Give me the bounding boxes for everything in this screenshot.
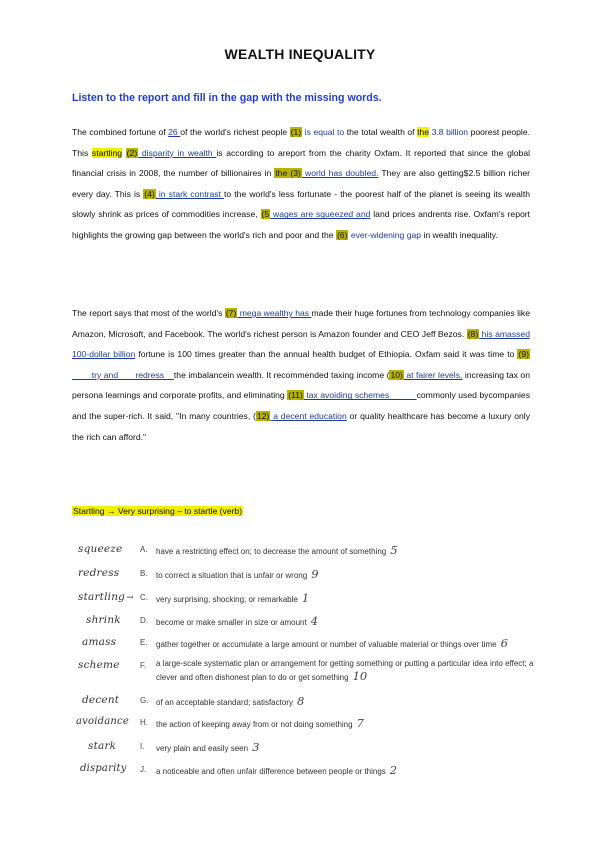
text: to the world's less fortunate - the poorest half of the planet is seeing its wealth slowly shrink as prices of commodities increase,: [72, 188, 530, 220]
handwritten-word: avoidance: [76, 716, 129, 727]
handwritten-answer-number: 4: [310, 614, 319, 628]
vocab-letter: H.: [140, 718, 148, 727]
handwritten-answer-number: 6: [500, 636, 508, 650]
definition-text: have a restricting effect on; to decrease the amount of something: [156, 547, 387, 556]
text: land prices andrents rise. Oxfam's report highlights the growing gap between the world's rich and poor and the: [72, 209, 531, 240]
vocab-definition: [156, 544, 532, 558]
text: of the world's richest people: [180, 127, 290, 137]
vocab-letter: A.: [140, 545, 148, 554]
gap-number-10: 10): [390, 369, 403, 380]
handwritten-word: amass: [82, 636, 117, 648]
handwritten-word: shrink: [86, 614, 121, 626]
answer-10: at fairer levels,: [403, 369, 463, 380]
handwritten-word: redress: [78, 567, 120, 579]
gap-number-9: (9): [518, 349, 529, 360]
answer-26: 26: [168, 127, 181, 137]
handwritten-answer-number: 8: [296, 694, 305, 708]
handwritten-answer-number: 9: [311, 567, 319, 581]
vocab-letter: B.: [140, 569, 148, 578]
vocab-definition: [156, 568, 532, 582]
vocab-definition: [156, 615, 532, 629]
text: The combined fortune of: [72, 127, 169, 137]
text: commonly used bycompanies and the super-rich. It said, "In many countries, (: [72, 390, 531, 421]
handwritten-word-text: startling: [78, 591, 126, 603]
definition-text: very surprising, shocking, or remarkable: [156, 595, 298, 604]
gap-number-5: (5: [261, 209, 270, 220]
answer-1: is equal to: [302, 127, 345, 137]
handwritten-answer-number: 7: [356, 716, 364, 730]
gap-number-3: the (3): [275, 168, 301, 179]
vocab-letter: G.: [140, 696, 149, 705]
gap-number-4: (4): [144, 188, 155, 199]
text: the imbalancein wealth. It recommended taxing income (: [173, 369, 390, 380]
handwritten-word: disparity: [80, 763, 127, 774]
definition-text: a large-scale systematic plan or arrangement for getting something or putting a particular idea into effect; a clever and often dishonest plan to do or get something: [156, 659, 534, 682]
handwritten-answer-number: 1: [301, 591, 310, 605]
text: made their huge fortunes from technology companies like Amazon, Microsoft, and Facebook. The world's richest person is Amazon founder and CEO Jeff Bezos.: [72, 308, 531, 339]
handwritten-word: squeeze: [78, 543, 123, 555]
text: the total wealth of: [344, 127, 418, 137]
vocab-letter: J.: [140, 765, 147, 774]
gap-number-11: (11): [288, 390, 303, 401]
text: in wealth inequality.: [421, 229, 498, 240]
handwritten-answer-number: 2: [389, 763, 398, 777]
text: They are also getting$2.5 billion richer every day. This is: [72, 168, 530, 199]
vocab-definition: [156, 764, 532, 778]
page-title: WEALTH INEQUALITY: [224, 46, 376, 62]
answer-5: wages are squeezed and: [270, 209, 371, 220]
definition-text: of an acceptable standard; satisfactory: [156, 698, 293, 707]
gap-number-1: (1): [290, 127, 302, 137]
vocab-letter: F.: [140, 661, 147, 670]
vocab-letter: C.: [140, 593, 148, 602]
handwritten-word: scheme: [78, 659, 120, 671]
vocab-letter: E.: [140, 638, 148, 647]
definition-text: become or make smaller in size or amount: [156, 618, 307, 627]
text: increasing tax on persona learnings and corporate profits, and eliminating: [72, 369, 530, 401]
answer-12: a decent education: [270, 410, 347, 421]
definition-text: very plain and easily seen: [156, 744, 249, 753]
answer-11: tax avoiding schemes: [303, 390, 417, 401]
text: or quality healthcare has become a luxury only the rich can afford.": [72, 410, 530, 442]
gap-number-12: 12): [256, 410, 270, 421]
answer-9: try and redress: [72, 369, 174, 380]
text: fortune is 100 times greater than the annual health budget of Ethiopia. Oxfam said it was time to: [135, 349, 518, 360]
handwritten-word: stark: [88, 740, 117, 752]
vocab-definition: [156, 592, 532, 606]
definition-text: gather together or accumulate a large amount or number of valuable material or things over time: [156, 640, 497, 649]
highlight-the: the: [417, 127, 430, 137]
answer-8: his amassed 100-dollar billion: [72, 328, 530, 360]
gap-number-8: (8): [467, 328, 479, 339]
vocab-definition: [156, 695, 532, 709]
instruction: Listen to the report and fill in the gap with the missing words.: [72, 92, 382, 104]
handwritten-answer-number: 5: [390, 543, 398, 557]
vocab-definition: [156, 637, 532, 651]
vocab-definition: [156, 658, 542, 684]
definition-text: the action of keeping away from or not doing something: [156, 720, 353, 729]
answer-4: in stark contrast: [155, 188, 225, 199]
answer-2: disparity in wealth: [138, 147, 217, 158]
arrow-icon: →: [126, 593, 134, 603]
definition-text: to correct a situation that is unfair or wrong: [156, 571, 308, 580]
vocab-definition: [156, 717, 532, 731]
handwritten-answer-number: 10: [352, 669, 368, 683]
vocab-letter: D.: [140, 616, 148, 625]
answer-6: ever-widening gap: [348, 229, 422, 240]
handwritten-word: [78, 591, 134, 603]
text: poorest people. This: [72, 127, 530, 158]
vocab-heading: Startling → Very surprising – to startle (verb): [73, 506, 243, 516]
vocab-letter: I.: [140, 742, 145, 751]
handwritten-answer-number: 3: [252, 740, 260, 754]
answer-7: mega wealthy has: [237, 308, 312, 318]
gap-number-7: (7): [225, 308, 237, 318]
answer-3: world has doubled.: [301, 168, 379, 179]
gap-number-6: (6): [336, 229, 348, 240]
handwritten-word: decent: [82, 694, 120, 706]
text: The report says that most of the world's: [72, 308, 225, 318]
answer-3-8-billion: 3.8 billion: [429, 127, 469, 137]
text: is according to areport from the charity Oxfam. It reported that since the global financial crisis in 2008, the number of billionaires in: [72, 147, 531, 179]
vocab-definition: [156, 741, 532, 755]
definition-text: a noticeable and often unfair difference between people or things: [156, 767, 386, 776]
highlight-startling: startling: [91, 147, 122, 158]
gap-number-2: (2): [126, 147, 138, 158]
